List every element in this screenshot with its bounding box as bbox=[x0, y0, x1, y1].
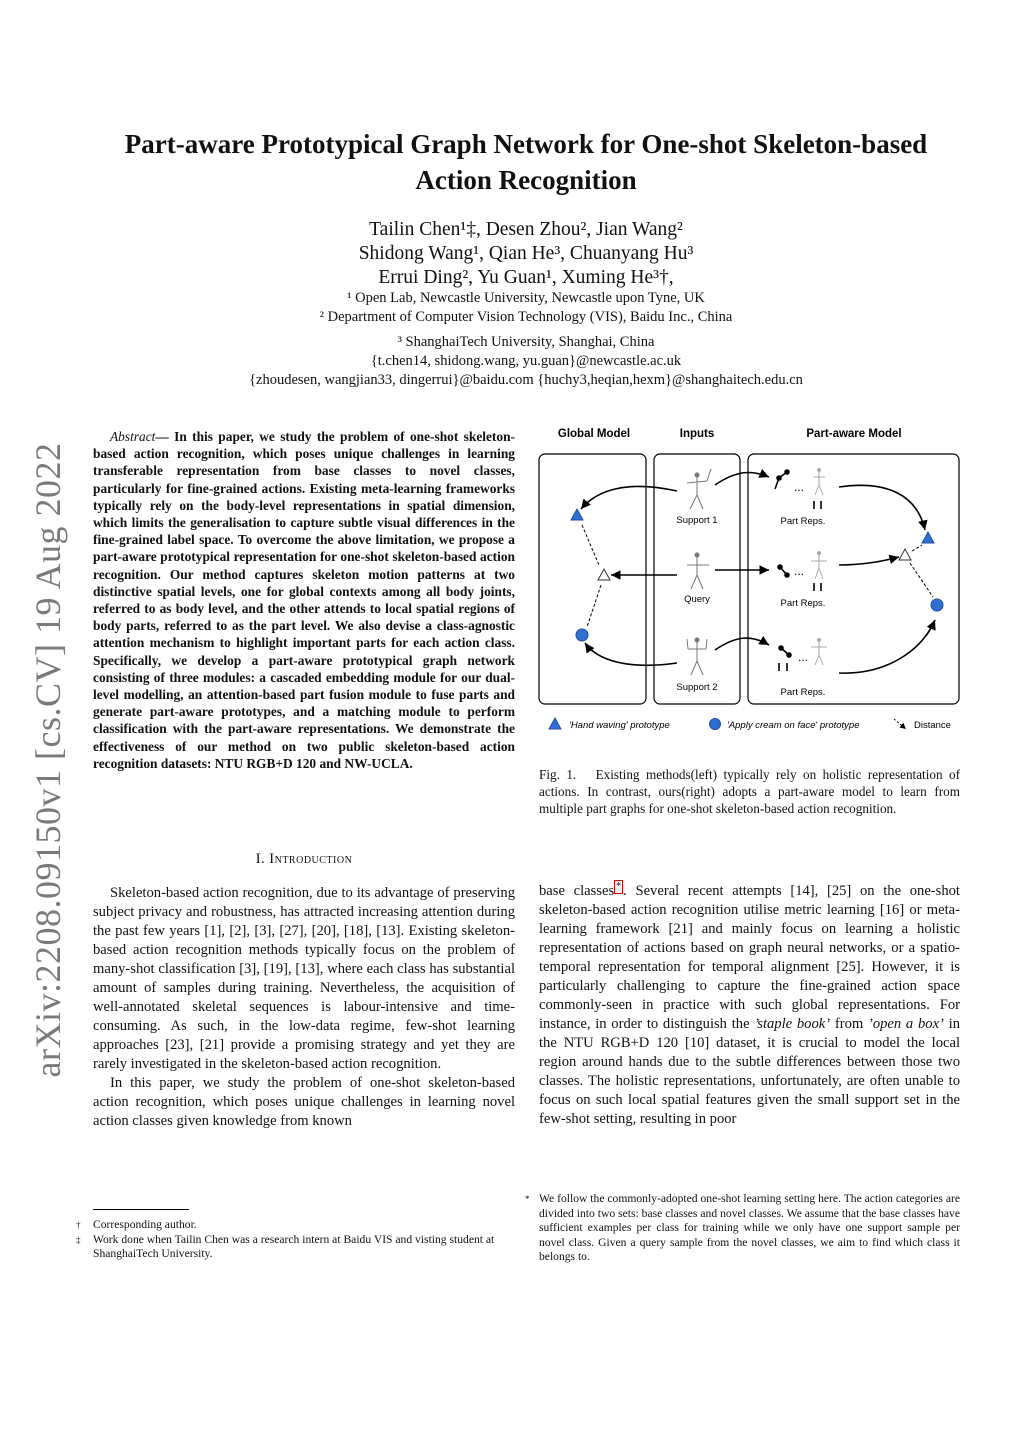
title-line-2: Action Recognition bbox=[415, 165, 637, 195]
proto-triangle-part bbox=[922, 532, 934, 543]
affil-1: ¹ Open Lab, Newcastle University, Newcastle upon Tyne, UK bbox=[347, 290, 705, 306]
right-text: . Several recent attempts [14], [25] on the one-shot skeleton-based action recognition utilise metric learning [16] or meta-learning framework [21] and mainly focus on learning a holistic representation of actions based on graph neural networks, or a spatio-temporal representation for temporal alignment [25]. However, it is particularly challenging to capture the fine-grained action space commonly-seen in practice with such global representations. For instance, in order to distinguish the bbox=[539, 882, 960, 1032]
paper-title bbox=[60, 126, 992, 198]
authors-line-1: Tailin Chen¹‡, Desen Zhou², Jian Wang² bbox=[369, 219, 683, 240]
right-start: base classes bbox=[539, 882, 615, 899]
email-1: {t.chen14, shidong.wang, yu.guan}@newcastle.ac.uk bbox=[370, 353, 682, 369]
arxiv-id: arXiv:2208.09150v1 [cs.CV] 19 Aug 2022 bbox=[28, 442, 68, 1078]
part-ellipsis-3: ... bbox=[797, 650, 809, 664]
footnotes-left bbox=[76, 1218, 515, 1262]
intro-right-column bbox=[539, 880, 960, 1129]
skeleton-support-1 bbox=[687, 469, 711, 509]
right-quote-2: ’open a box’ bbox=[867, 1015, 944, 1032]
footnote-right bbox=[525, 1192, 960, 1265]
footnote-right-mark: * bbox=[525, 1194, 530, 1204]
arrow-support2-part bbox=[715, 638, 769, 650]
figure-1-diagram bbox=[537, 425, 961, 740]
right-quote-1: ’staple book’ bbox=[754, 1015, 831, 1032]
skeleton-query bbox=[687, 553, 709, 589]
affil-3: ³ ShanghaiTech University, Shanghai, China bbox=[397, 334, 655, 350]
arrow-support2-global bbox=[585, 643, 677, 665]
label-query: Query bbox=[684, 594, 710, 605]
footnote-1-mark: † bbox=[76, 1220, 81, 1230]
arrow-support1-part bbox=[715, 472, 769, 485]
fig-header-global: Global Model bbox=[557, 428, 631, 440]
footnote-right-text: We follow the commonly-adopted one-shot learning setting here. The action categories are divided into two sets: base classes and novel classes. We assume that the base classes have sufficient examples per class for training while we only have one support sample per novel class. Given a query sample from the novel classes, we aim to find which class it belongs to. bbox=[539, 1192, 960, 1263]
right-mid: from bbox=[830, 1015, 868, 1032]
intro-paragraph-1: Skeleton-based action recognition, due to its advantage of preserving subject privacy and robustness, has attracted increasing attention during the past few years [1], [2], [3], [27], [20], [18], [13]. Existing skeleton-based action recognition methods typically focus on the problem of many-shot classification [3], [19], [13], where each class has substantial amount of samples during training. Nevertheless, the acquisition of well-annotated skeletal sequences is labour-intensive and time-consuming. As such, in the low-data regime, few-shot learning approaches [23], [21] provide a promising strategy and yet they are rarely investigated in the skeleton-based action recognition. bbox=[93, 885, 515, 1072]
arxiv-sidebar bbox=[18, 440, 78, 1080]
title-line-1: Part-aware Prototypical Graph Network for One-shot Skeleton-based bbox=[124, 129, 928, 159]
distance-global-2 bbox=[587, 585, 601, 627]
label-support-1: Support 1 bbox=[676, 515, 718, 526]
figure-1 bbox=[537, 425, 961, 740]
label-part-reps-2: Part Reps. bbox=[780, 598, 826, 609]
distance-part-1 bbox=[912, 545, 922, 551]
footnote-1 bbox=[76, 1218, 515, 1233]
authors-line-2: Shidong Wang¹, Qian He³, Chuanyang Hu³ bbox=[358, 243, 694, 264]
abstract-label: Abstract bbox=[110, 429, 156, 444]
authors bbox=[100, 218, 952, 290]
panel-global bbox=[539, 454, 646, 704]
fig-header-inputs: Inputs bbox=[679, 428, 715, 440]
abstract bbox=[93, 428, 515, 772]
part-ellipsis-2: ... bbox=[793, 564, 805, 578]
label-part-reps-3: Part Reps. bbox=[780, 687, 826, 698]
label-part-reps-1: Part Reps. bbox=[780, 516, 826, 527]
email-2: {zhoudesen, wangjian33, dingerrui}@baidu.com {huchy3,heqian,hexm}@shanghaitech.edu.cn bbox=[249, 372, 803, 388]
distance-global-1 bbox=[582, 525, 599, 565]
proto-circle-global bbox=[576, 629, 588, 641]
section-heading-introduction: I. Introduction bbox=[255, 851, 353, 867]
footnote-2-mark: ‡ bbox=[76, 1234, 81, 1245]
part-ellipsis-1: ... bbox=[793, 480, 805, 494]
arrow-part3-proto bbox=[839, 620, 935, 673]
footnote-ref-link[interactable]: * bbox=[616, 881, 622, 892]
caption-text: Existing methods(left) typically rely on holistic representation of actions. In contrast, ours(right) adopts a part-aware model to learn from multiple part graphs for one-shot skeleton-based action recognition. bbox=[539, 767, 961, 816]
legend-circle-label: 'Apply cream on face' prototype bbox=[727, 720, 860, 731]
distance-part-2 bbox=[910, 563, 933, 597]
legend-distance-icon bbox=[894, 719, 906, 729]
affil-2: ² Department of Computer Vision Technology (VIS), Baidu Inc., China bbox=[319, 309, 733, 325]
arrow-part1-proto bbox=[839, 485, 925, 530]
proto-triangle-global bbox=[571, 509, 583, 520]
legend-triangle-label: 'Hand waving' prototype bbox=[569, 720, 670, 731]
intro-paragraph-2: In this paper, we study the problem of one-shot skeleton-based action recognition, which poses unique challenges in learning novel action classes given knowledge from known bbox=[93, 1075, 515, 1129]
abstract-text: — In this paper, we study the problem of one-shot skeleton-based action recognition, which poses unique challenges in learning transferable representation from base classes to novel classes, particularly for fine-grained actions. Existing meta-learning frameworks typically rely on the body-level representations in spatial dimension, which limits the generalisation to capture subtle visual differences in the fine-grained label space. To overcome the above limitation, we propose a part-aware prototypical representation for one-shot skeleton-based action recognition. Our method captures skeleton motion patterns at two distinctive spatial levels, one for global contexts among all body joints, referred to as body level, and the other attends to local spatial regions of body parts, referred to as the part level. We also devise a class-agnostic attention mechanism to highlight important parts for each action class. Specifically, we develop a part-aware prototypical graph network consisting of three modules: a cascaded embedding module for our dual-level modelling, an attention-based part fusion module to fuse parts and generate part-aware prototypes, and a matching module to perform classification with the part-aware representations. We demonstrate the effectiveness of our method on two public skeleton-based action recognition datasets: NTU RGB+D 120 and NW-UCLA. bbox=[93, 429, 515, 771]
footnote-2-text: Work done when Tailin Chen was a research intern at Baidu VIS and visting student at ShanghaiTech University. bbox=[93, 1232, 495, 1260]
skeleton-support-2 bbox=[687, 638, 707, 675]
right-end: in the NTU RGB+D 120 [10] dataset, it is crucial to model the local region around hands due to the subtle differences between those two classes. The holistic representations, unfortunately, are often unable to focus on such local spatial features given the small support set in the few-shot setting, resulting in poor bbox=[539, 1015, 960, 1127]
footnote-rule-left bbox=[93, 1209, 189, 1210]
affiliations bbox=[100, 289, 952, 390]
fig-header-part: Part-aware Model bbox=[806, 428, 902, 440]
query-triangle-global bbox=[598, 569, 610, 580]
query-triangle-part bbox=[899, 549, 911, 560]
label-support-2: Support 2 bbox=[676, 682, 718, 693]
legend-triangle-icon bbox=[549, 718, 561, 729]
authors-line-3: Errui Ding², Yu Guan¹, Xuming He³†, bbox=[378, 267, 674, 288]
legend-distance-label: Distance bbox=[914, 720, 951, 731]
proto-circle-part bbox=[931, 599, 943, 611]
intro-left-column bbox=[93, 884, 515, 1131]
figure-1-caption bbox=[539, 766, 960, 817]
legend-circle-icon bbox=[710, 719, 721, 730]
arrow-part2-proto bbox=[839, 557, 899, 565]
footnote-1-text: Corresponding author. bbox=[93, 1218, 197, 1231]
footnote-2 bbox=[76, 1233, 515, 1262]
arrow-support1-global bbox=[581, 486, 677, 509]
caption-label: Fig. 1. bbox=[539, 767, 577, 782]
